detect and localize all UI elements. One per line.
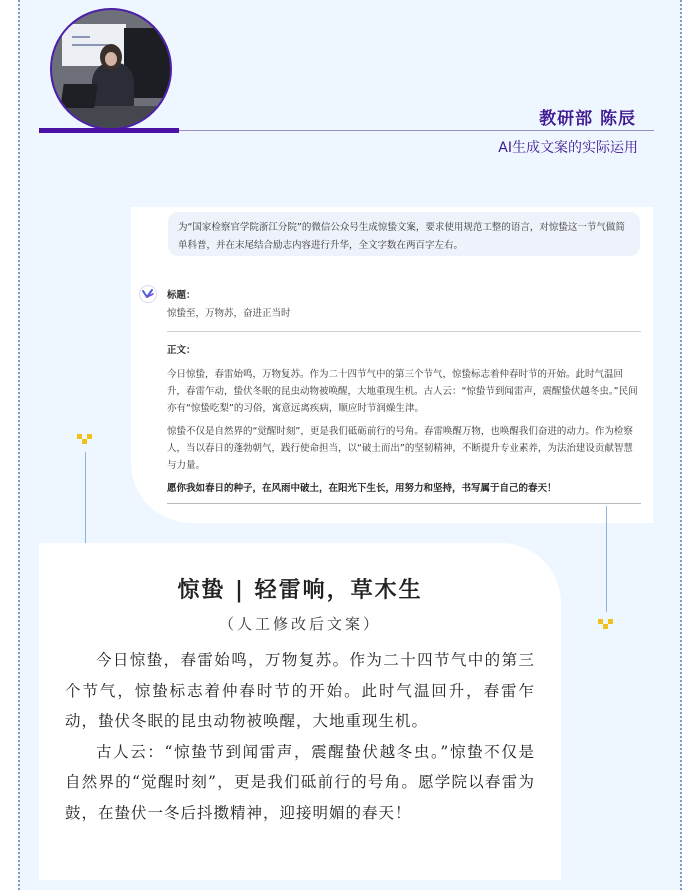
connector-line-right: [606, 506, 607, 612]
ai-closing-line: 愿你我如春日的种子，在风雨中破土，在阳光下生长，用努力和坚持，书写属于自己的春天！: [167, 483, 557, 494]
body-label: 正文：: [167, 345, 196, 356]
ai-paragraph-1: 今日惊蛰，春雷始鸣，万物复苏。作为二十四节气中的第三个节气，惊蛰标志着仲春时节的开始。此时气温回升，春雷乍动，蛰伏冬眠的昆虫动物被唤醒，大地重现生机。古人云：“惊蛰节到闻雷声，震醒蛰伏越冬虫。”民间亦有“惊蛰吃梨”的习俗，寓意远离疾病，顺应时节润燥生津。: [167, 369, 638, 414]
edited-title: 惊蛰 | 轻雷响，草木生: [177, 577, 423, 603]
generated-title: 惊蛰至，万物苏，奋进正当时: [167, 308, 291, 319]
title-label: 标题：: [167, 290, 196, 301]
edited-subtitle: （人工修改后文案）: [218, 615, 381, 633]
ai-paragraph-2: 惊蛰不仅是自然界的“觉醒时刻”，更是我们砥砺前行的号角。春雷唤醒万物，也唤醒我们奋进的动力。作为检察人，当以春日的蓬勃朝气，践行使命担当，以“破土而出”的坚韧精神，不断提升专业素养，为法治建设贡献智慧与力量。: [167, 426, 633, 471]
edited-copy-card: [39, 543, 561, 880]
ai-response: [167, 287, 641, 504]
author-photo: [50, 8, 172, 130]
prompt-bubble: 为“国家检察官学院浙江分院”的微信公众号生成惊蛰文案，要求使用规范工整的语言，对惊蛰这一节气做简单科普，并在末尾结合励志内容进行升华，全文字数在两百字左右。: [168, 212, 640, 256]
ai-assistant-icon: [139, 285, 157, 303]
ai-output-card: [131, 207, 653, 523]
response-end-rule: [167, 503, 641, 504]
response-divider: [167, 331, 641, 332]
edited-body: [65, 645, 535, 828]
author-name: 教研部 陈辰: [539, 109, 636, 129]
ornament-icon: [77, 434, 93, 446]
article-topic: AI生成文案的实际运用: [498, 140, 638, 156]
edited-paragraph-2: 古人云：“惊蛰节到闻雷声，震醒蛰伏越冬虫。”惊蛰不仅是自然界的“觉醒时刻”，更是我们砥前行的号角。愿学院以春雷为鼓，在蛰伏一冬后抖擞精神，迎接明媚的春天！: [65, 742, 535, 822]
edited-paragraph-1: 今日惊蛰，春雷始鸣，万物复苏。作为二十四节气中的第三个节气，惊蛰标志着仲春时节的开始。此时气温回升，春雷乍动，蛰伏冬眠的昆虫动物被唤醒，大地重现生机。: [65, 651, 535, 730]
author-accent-bar: [39, 128, 179, 133]
author-divider: [179, 130, 654, 131]
ornament-icon: [598, 619, 614, 631]
